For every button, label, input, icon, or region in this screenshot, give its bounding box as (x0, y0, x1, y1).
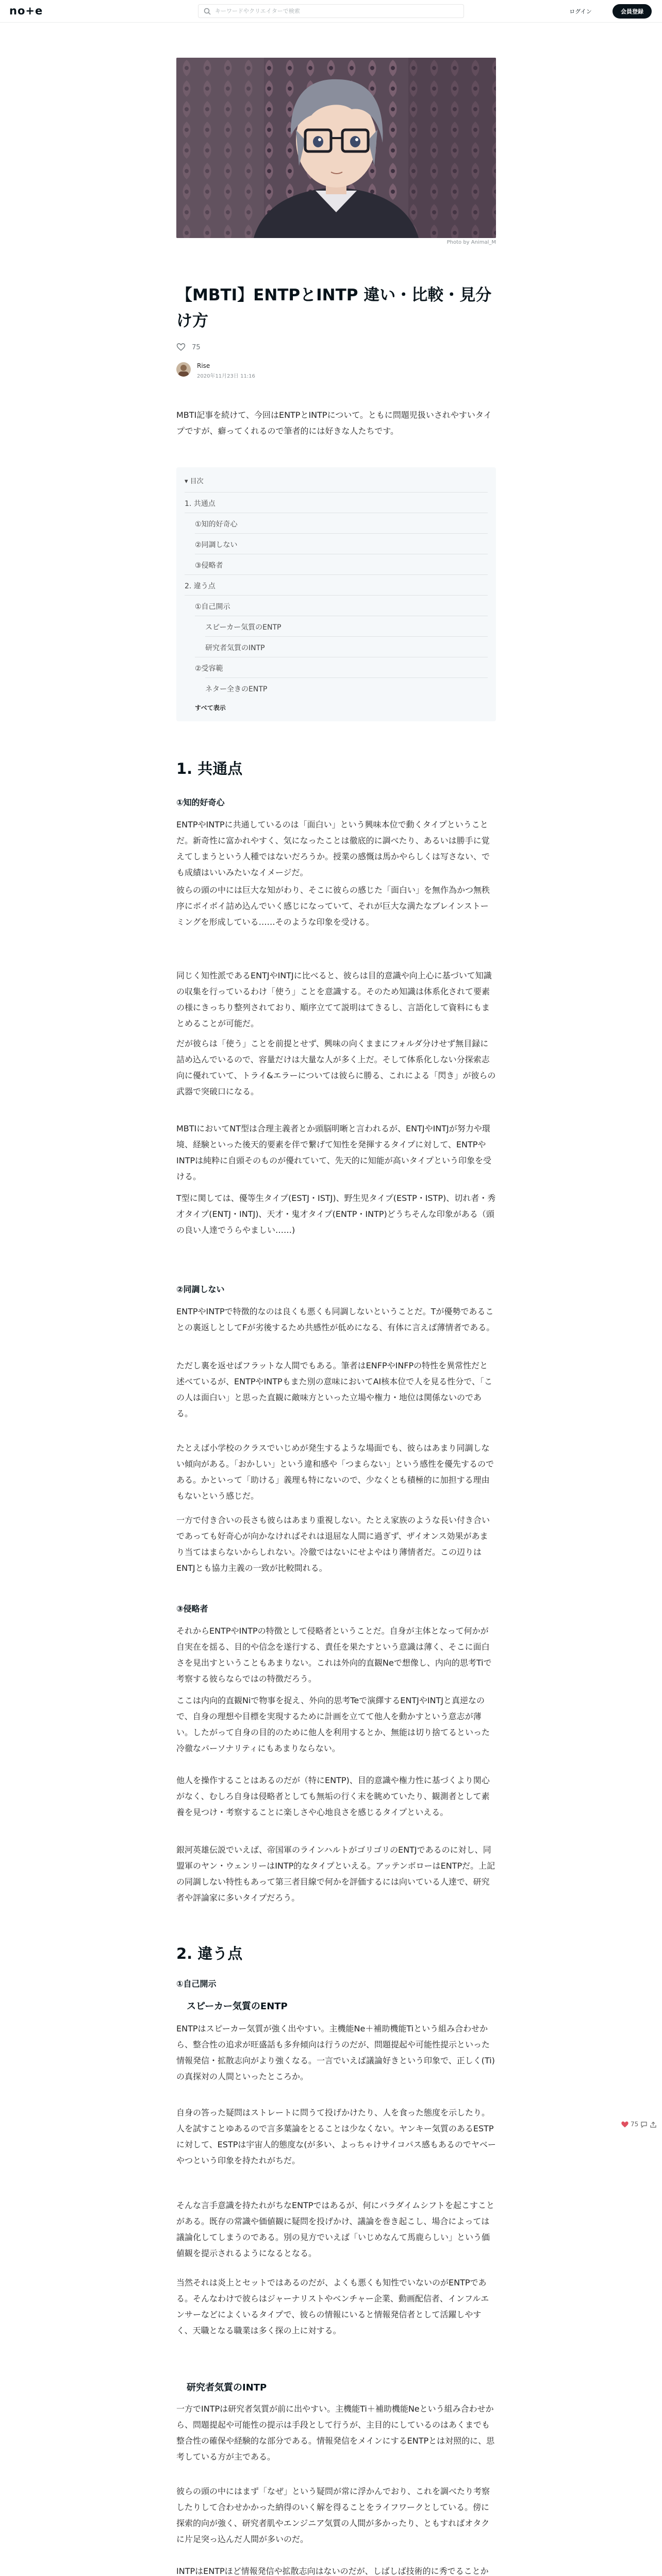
like-count: 75 (192, 343, 201, 351)
paragraph: INTPはENTPほど情報発信や拡散志向はないのだが、しばしば技術的に秀でることか (176, 2566, 489, 2576)
like-counter[interactable] (176, 343, 201, 353)
subsection-heading: ①自己開示 (176, 1979, 217, 1989)
intro-text: MBTI記事を続けて、今回はENTPとINTPについて。ともに問題児扱いされやすいタイプですが、癖ってくれるので筆者的には好きな人たちです。 (176, 410, 492, 436)
paragraph: それからENTPやINTPの特徴として侵略者ということだ。自身が主体となって何かが自実在を揺る、目的や信念を遂行する、責任を果たすという意識は薄く、そこに面白さを見出すということもあまりない。これは外向的直観Neで想像し、内向的思考Tiで考察する彼らならではの特徴だろう。 (176, 1626, 492, 1684)
paragraph: ここは内向的直観Niで物事を捉え、外向的思考Teで演繹するENTJやINTJと真逆なので、自身の理想や目標を実現するために計画を立てて他人を動かすという意志が薄い。したがって自身の目的のために他人を利用するとか、無能は切り捨てるといった冷徹なパーソナリティにもあまりならない。 (176, 1696, 490, 1753)
search-box[interactable] (198, 4, 464, 18)
toc-item[interactable]: ②同調しない (195, 541, 238, 549)
site-header (0, 0, 662, 23)
signup-button[interactable]: 会員登録 (613, 4, 652, 19)
reaction-bar (621, 2119, 657, 2132)
heart-icon[interactable] (621, 2121, 629, 2129)
paragraph: T型に関しては、優等生タイプ(ESTJ・ISTJ)、野生児タイプ(ESTP・ISTP)、切れ者・秀才タイプ(ENTJ・INTJ)、天才・鬼才タイプ(ENTP・INTP)どうちそんな印象がある（頭の良い人達でうらやましい……) (176, 1193, 496, 1235)
subsection-heading: ②同調しない (176, 1284, 225, 1294)
subsection-heading: ①知的好奇心 (176, 798, 225, 807)
paragraph: だが彼らは「使う」ことを前提とせず、興味の向くままにフォルダ分けせず無目録に詰め込んでいるので、容量だけは大量な人が多く上だ。そして体系化しない分探索志向に優れていて、トライ&エラーについては彼らに勝る、これによる「閃き」が彼らの武器で突破口になる。 (176, 1039, 496, 1096)
section-heading: 2. 違う点 (176, 1945, 243, 1962)
toc-item[interactable]: スピーカー気質のENTP (205, 623, 282, 632)
avatar[interactable] (176, 362, 191, 377)
table-of-contents (176, 467, 496, 721)
subsubsection-heading: スピーカー気質のENTP (187, 2001, 288, 2012)
paragraph: 彼らの頭の中には巨大な知がわり、そこに彼らの感じた「面白い」を無作為かつ無秩序にボイボイ詰め込んでいく感じになっていて、それが巨大な満たなブレインストーミングを形成している……そのような印象を受ける。 (176, 885, 490, 927)
note-logo[interactable]: no+e (9, 5, 43, 17)
paragraph: ENTPやINTPに共通しているのは「面白い」という興味本位で動くタイプということだ。新奇性に富かれやすく、気になったことは徹底的に調べたり、あるいは勝手に覚えてしまうという人種ではないだろうか。授業の感慨は馬かやらしくは写さない、でも成績はいいみたいなイメージだ。 (176, 820, 490, 877)
toc-item[interactable]: ①自己開示 (195, 603, 230, 611)
paragraph: 彼らの頭の中にはまず「なぜ」という疑問が常に浮かんでおり、これを調べたり考察したりして合わせかかった納得のいく解を得ることをライフワークとしている。傍に探索的向が強く、研究者肌やエンジニア気質の人間が多かったり、ともすればオタクに片足突っ込んだ人間が多いのだ。 (176, 2486, 490, 2544)
subsubsection-heading: 研究者気質のINTP (187, 2382, 267, 2393)
toc-item[interactable]: 1. 共通点 (185, 500, 216, 508)
author-name[interactable]: Rise (197, 362, 210, 369)
toc-item[interactable]: ③侵略者 (195, 562, 223, 570)
search-input[interactable] (215, 6, 457, 16)
section-heading: 1. 共通点 (176, 760, 243, 777)
paragraph: そんな言手意識を持たれがちなENTPではあるが、何にパラダイムシフトを起こすことがある。既存の常識や価値観に疑問を投げかけ、議論を巻き起こし、場合によっては議論化してしまうのである。別の見方でいえば「いじめなんて馬鹿らしい」という価値観を提示されるようになるとなる。 (176, 2200, 495, 2258)
article-title: 【MBTI】ENTPとINTP 違い・比較・見分け方 (176, 286, 492, 330)
paragraph: 同じく知性派であるENTJやINTJに比べると、彼らは目的意識や向上心に基づいて知識の収集を行っているわけ「使う」ことを意識する。そのため知識は体系化されて要素の様にきっちり整列されており、順序立てて説明はてきるし、言語化して資料にもまとめることが可能だ。 (176, 971, 492, 1028)
comment-icon[interactable] (640, 2121, 648, 2128)
paragraph: 他人を操作することはあるのだが（特にENTP)、目的意識や権力性に基づくより関心がなく、むしろ自身は侵略者としても無垢の行く末を眺めていたり、観測者として素養を見つけ・考察することに楽しさや心地良さを感じるタイプといえる。 (176, 1775, 490, 1817)
toc-heading[interactable]: ▾ 目次 (185, 478, 204, 485)
subsection-heading: ③侵略者 (176, 1604, 208, 1614)
toc-show-all[interactable]: すべて表示 (195, 704, 226, 711)
search-icon (204, 8, 211, 15)
login-button[interactable]: ログイン (562, 5, 599, 18)
paragraph: ENTPやINTPで特徴的なのは良くも悪くも同調しないということだ。Tが優勢であることの裏返しとしてFが劣後するため共感性が低めになる、有体に言えば薄情者である。 (176, 1307, 495, 1332)
paragraph: 一方で付き合いの長さも彼らはあまり重視しない。たとえ家族のような長い付き合いであっても好奇心が向かなければそれは退屈な人間に過ぎず、ザイオンス効果があまり当てはまらないからしれない。冷徹ではないにせよやはり薄情者だ。この辺りはENTJとも協力主義の一致が比較間れる。 (176, 1515, 490, 1573)
toc-item[interactable]: 研究者気質のINTP (205, 644, 265, 652)
paragraph: ただし裏を返せばフラットな人間でもある。筆者はENFPやINFPの特性を異常性だと述べているが、ENTPやINTPもまた別の意味においてAI核本位で人を見る性分で、「この人は面白い」と思った直観に敵味方といった立場や権力・地位は関係ないのである。 (176, 1361, 492, 1418)
paragraph: 自身の答った疑問はストレートに問うて投げかけたり、人を食った態度を示したり。人を試すことゆあるので言多葉論をとることは少なくない。ヤンキー気質のあるESTPに対して、ESTPは宇宙人的態度な(が多い、よっちゃけサイコパス感もあるのでヤベーやつという印象を持たれがちだ。 (176, 2108, 496, 2165)
toc-item[interactable]: ネター全きのENTP (205, 685, 268, 693)
paragraph: たとえば小学校のクラスでいじめが発生するような場面でも、彼らはあまり同調しない傾向がある。「おかしい」という違和感や「つまらない」という感性を優先するのである。かといって「助ける」義理も特にないので、少なくとも積極的に加担する理由もないという感じだ。 (176, 1443, 494, 1501)
share-icon[interactable] (650, 2121, 657, 2128)
paragraph: 当然それは炎上とセットではあるのだが、よくも悪くも知性でいないのがENTPである。そんなわけで彼らはジャーナリストやベンチャー企業、動画配信者、インフルエンサーなどによくいるタイプで、彼らの情報にいると情報発信者として活躍しやすく、天職となる職業は多く探の上に対する。 (176, 2278, 489, 2335)
toc-item[interactable]: ①知的好奇心 (195, 520, 238, 529)
paragraph: MBTIにおいてNT型は合理主義者とか頭脳明晰と言われるが、ENTJやINTJが努力や環境、経験といった後天的要素を伴で繋げて知性を発揮するタイプに対して、ENTPやINTPは純粋に自頭そのものが優れていて、先天的に知能が高いタイプという印象を受ける。 (176, 1124, 491, 1181)
hero-image (176, 58, 496, 238)
paragraph: 一方でINTPは研究者気質が前に出やすい。主機能Ti＋補助機能Neという組み合わせから、問題提起や可能性の提示は手段として行うが、主目的にしているのはあくまでも整合性の確保や経験的な部分である。情報発信をメインにするENTPとは対照的に、思考している方が主である。 (176, 2404, 495, 2462)
heart-icon[interactable] (176, 343, 186, 352)
photo-credit: Photo by Animal_M (446, 240, 496, 245)
toc-item[interactable]: 2. 違う点 (185, 582, 216, 590)
reaction-count: 75 (631, 2121, 639, 2128)
publish-date: 2020年11月23日 11:16 (197, 374, 255, 379)
paragraph: ENTPはスピーカー気質が強く出やすい。主機能Ne＋補助機能Tiという組み合わせから、整合性の追求が旺盛話も多弁傾向は行うのだが、問題提起や可能性提示といった情報発信・拡散志向がより強くなる。一言でいえば議論好きという印象で、正しく(Ti)の真探対の人間といったところか。 (176, 2024, 495, 2081)
toc-item[interactable]: ②受容範 (195, 665, 223, 673)
paragraph: 銀河英雄伝説でいえば、帝国軍のラインハルトがゴリゴリのENTJであるのに対し、同盟軍のヤン・ウェンリーはINTP的なタイプといえる。アッテンボローはENTPだ。上記の同調しない特性もあって第三者目線で何かを評価するには向いている人達で、研究者や評論家に多いタイプだろう。 (176, 1845, 495, 1903)
